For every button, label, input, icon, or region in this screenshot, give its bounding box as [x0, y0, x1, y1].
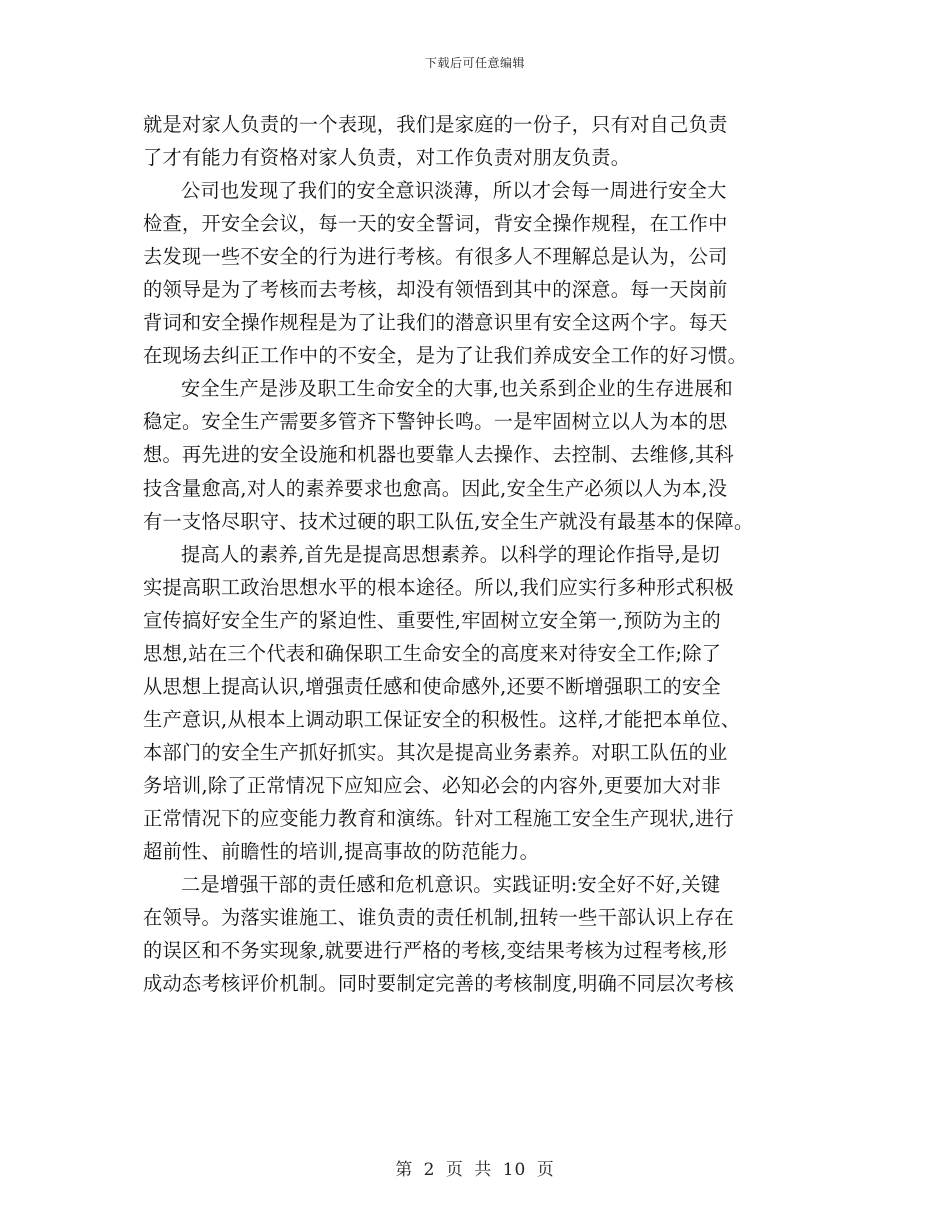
text-line: 在现场去纠正工作中的不安全，是为了让我们养成安全工作的好习惯。	[143, 344, 748, 368]
text-line: 背词和安全操作规程是为了让我们的潜意识里有安全这两个字。每天	[143, 311, 728, 335]
text-line: 想。再先进的安全设施和机器也要靠人去操作、去控制、去维修,其科	[143, 443, 735, 467]
text-line: 成动态考核评价机制。同时要制定完善的考核制度,明确不同层次考核	[143, 972, 735, 996]
text-line: 了才有能力有资格对家人负责，对工作负责对朋友负责。	[143, 146, 631, 170]
text-line: 公司也发现了我们的安全意识淡薄，所以才会每一周进行安全大	[181, 179, 727, 203]
text-line: 稳定。安全生产需要多管齐下警钟长鸣。一是牢固树立以人为本的思	[143, 410, 728, 434]
text-line: 的误区和不务实现象,就要进行严格的考核,变结果考核为过程考核,形	[143, 939, 728, 963]
text-line: 二是增强干部的责任感和危机意识。实践证明:安全好不好,关键	[181, 873, 721, 897]
document-body	[143, 108, 809, 1000]
text-line: 有一支恪尽职守、技术过硬的职工队伍,安全生产就没有最基本的保障。	[143, 509, 754, 533]
text-line: 检查，开安全会议，每一天的安全誓词，背安全操作规程，在工作中	[143, 212, 728, 236]
text-line: 在领导。为落实谁施工、谁负责的责任机制,扭转一些干部认识上存在	[143, 906, 735, 930]
text-line: 实提高职工政治思想水平的根本途径。所以,我们应实行多种形式积极	[143, 575, 735, 599]
page-header: 下载后可任意编辑	[424, 56, 525, 70]
text-line: 提高人的素养,首先是提高思想素养。以科学的理论作指导,是切	[181, 542, 720, 566]
text-line: 思想,站在三个代表和确保职工生命安全的高度来对待安全工作;除了	[143, 641, 722, 665]
text-line: 务培训,除了正常情况下应知应会、必知必会的内容外,更要加大对非	[143, 773, 721, 797]
text-line: 的领导是为了考核而去考核，却没有领悟到其中的深意。每一天岗前	[143, 278, 728, 302]
text-line: 超前性、前瞻性的培训,提高事故的防范能力。	[143, 840, 540, 864]
text-line: 正常情况下的应变能力教育和演练。针对工程施工安全生产现状,进行	[143, 806, 735, 830]
text-line: 去发现一些不安全的行为进行考核。有很多人不理解总是认为，公司	[143, 245, 728, 269]
text-line: 安全生产是涉及职工生命安全的大事,也关系到企业的生存进展和	[181, 377, 734, 401]
page-number-footer: 第 2 页 共 10 页	[395, 1160, 555, 1180]
text-line: 技含量愈高,对人的素养要求也愈高。因此,安全生产必须以人为本,没	[143, 476, 728, 500]
text-line: 宣传搞好安全生产的紧迫性、重要性,牢固树立安全第一,预防为主的	[143, 608, 721, 632]
text-line: 从思想上提高认识,增强责任感和使命感外,还要不断增强职工的安全	[143, 674, 721, 698]
text-line: 本部门的安全生产抓好抓实。其次是提高业务素养。对职工队伍的业	[143, 740, 728, 764]
text-line: 就是对家人负责的一个表现，我们是家庭的一份子，只有对自己负责	[143, 113, 728, 136]
text-line: 生产意识,从根本上调动职工保证安全的积极性。这样,才能把本单位、	[143, 707, 741, 731]
